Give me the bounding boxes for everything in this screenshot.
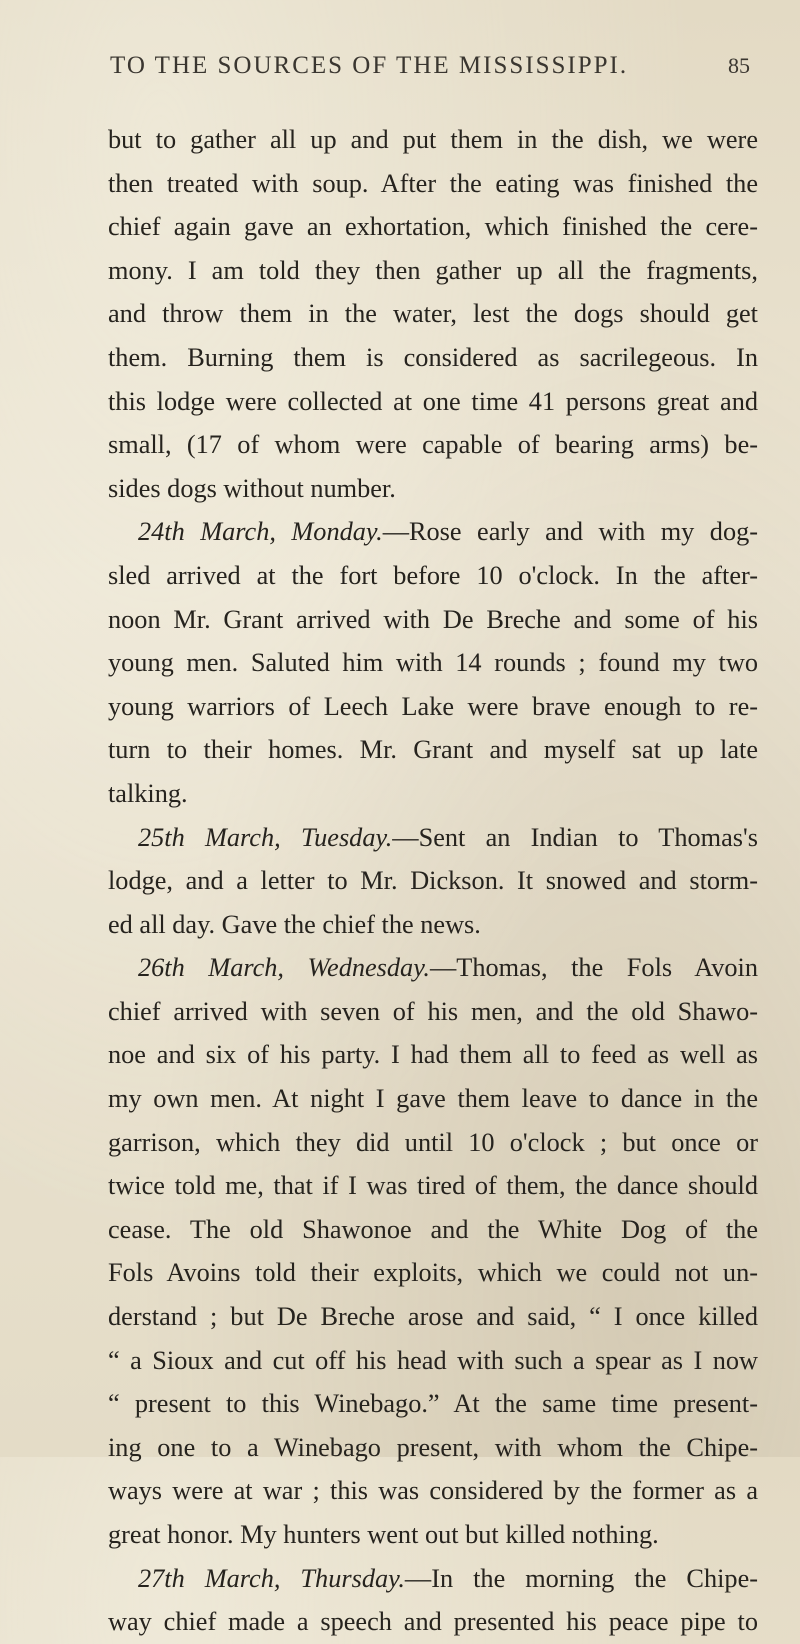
text-line: my own men. At night I gave them leave to dance in the xyxy=(108,1084,758,1114)
text-line: then treated with soup. After the eating was finished the xyxy=(108,168,758,198)
text-line: noon Mr. Grant arrived with De Breche and some of his xyxy=(108,604,758,634)
entry-text: —In the morning the Chipe- xyxy=(404,1563,759,1593)
text-line: great honor. My hunters went out but killed nothing. xyxy=(108,1520,659,1549)
text-line: “ a Sioux and cut off his head with such a spear as I now xyxy=(108,1345,758,1375)
text-line: talking. xyxy=(108,778,188,808)
page-number: 85 xyxy=(728,53,750,78)
text-line: young men. Saluted him with 14 rounds ; found my two xyxy=(108,648,758,678)
text-line: sled arrived at the fort before 10 o'clock. In the after- xyxy=(108,560,758,590)
text-line: twice told me, that if I was tired of them, the dance should xyxy=(108,1171,758,1201)
text-line: Fols Avoins told their exploits, which we could not un- xyxy=(108,1258,758,1288)
text-line: and throw them in the water, lest the dogs should get xyxy=(108,299,758,329)
entry-date: 25th March, Tuesday. xyxy=(138,822,393,852)
text-line: but to gather all up and put them in the dish, we were xyxy=(108,125,758,154)
running-title: TO THE SOURCES OF THE MISSISSIPPI. xyxy=(110,52,629,79)
text-line: turn to their homes. Mr. Grant and myself sat up late xyxy=(108,735,758,765)
running-head xyxy=(110,52,750,80)
text-line: garrison, which they did until 10 o'clock ; but once or xyxy=(108,1127,758,1157)
text-line: ing one to a Winebago present, with whom the Chipe- xyxy=(108,1432,758,1462)
entry-date: 26th March, Wednesday. xyxy=(138,953,430,983)
entry-date: 27th March, Thursday. xyxy=(138,1563,405,1593)
text-line: mony. I am told they then gather up all the fragments, xyxy=(108,255,758,285)
entry-text: —Rose early and with my dog- xyxy=(382,517,758,547)
text-line: ways were at war ; this was considered by the former as a xyxy=(108,1476,758,1506)
text-line: small, (17 of whom were capable of bearing arms) be- xyxy=(108,430,758,460)
body-text xyxy=(108,118,758,1644)
entry-text: —Sent an Indian to Thomas's xyxy=(392,822,758,852)
text-line: “ present to this Winebago.” At the same time present- xyxy=(108,1389,758,1419)
text-line: this lodge were collected at one time 41 persons great and xyxy=(108,386,758,416)
text-line: noe and six of his party. I had them all to feed as well as xyxy=(108,1040,758,1070)
text-line: way chief made a speech and presented his peace pipe to xyxy=(108,1607,758,1637)
diary-entry-first-line xyxy=(108,1557,758,1601)
text-line: sides dogs without number. xyxy=(108,473,396,503)
text-line: cease. The old Shawonoe and the White Dog of the xyxy=(108,1214,758,1244)
text-line: derstand ; but De Breche arose and said, “ I once killed xyxy=(108,1302,758,1332)
diary-entry-first-line xyxy=(108,816,758,860)
text-line: chief arrived with seven of his men, and the old Shawo- xyxy=(108,996,758,1026)
entry-date: 24th March, Monday. xyxy=(138,517,383,547)
text-line: lodge, and a letter to Mr. Dickson. It snowed and storm- xyxy=(108,866,758,896)
text-line: chief again gave an exhortation, which finished the cere- xyxy=(108,212,758,242)
entry-text: —Thomas, the Fols Avoin xyxy=(430,953,758,983)
text-line: them. Burning them is considered as sacrilegeous. In xyxy=(108,342,758,372)
diary-entry-first-line xyxy=(108,510,758,554)
text-line: ed all day. Gave the chief the news. xyxy=(108,909,481,939)
diary-entry-first-line xyxy=(108,946,758,990)
text-line: young warriors of Leech Lake were brave enough to re- xyxy=(108,691,758,721)
